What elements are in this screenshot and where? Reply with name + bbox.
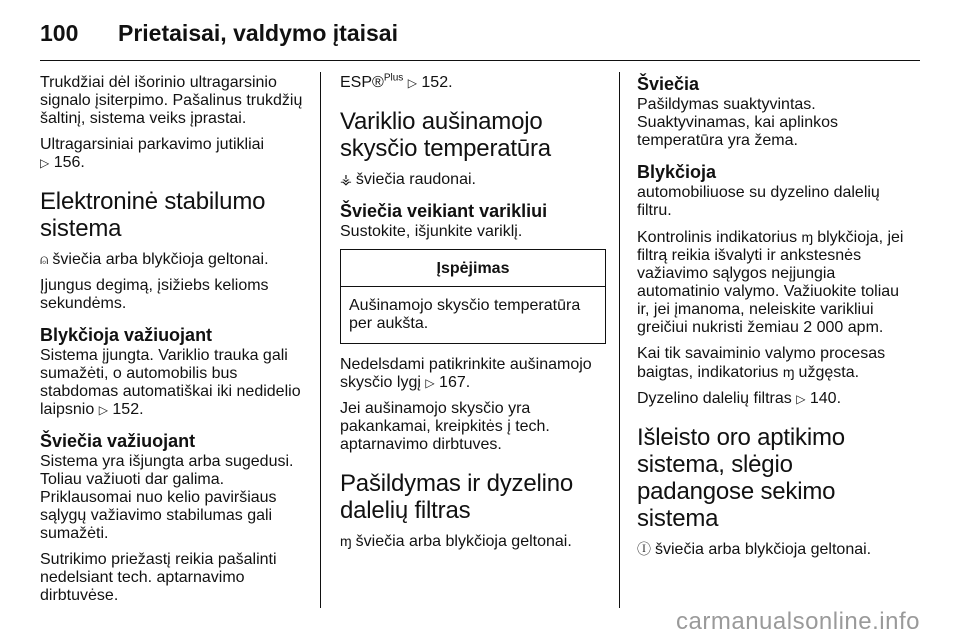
paragraph-interference: Trukdžiai dėl išorinio ultragarsinio signalo įsiterpimo. Pašalinus trukdžių šaltinį, sistema veiks įprastai. (40, 74, 303, 127)
preheat-icon: ɱ (801, 229, 814, 245)
paragraph-cleaning-done: Kai tik savaiminio valymo procesas baigtas, indikatorius ɱ užgęsta. (637, 345, 886, 381)
preheat-icon: ɱ (340, 533, 352, 549)
heading-tpms: Išleisto oro aptikimo sistema, slėgio padangose sekimo sistema (637, 424, 845, 532)
page-ref: 140. (809, 390, 842, 407)
page-ref: 156. (53, 154, 85, 171)
paragraph-blinks-driving: Sistema įjungta. Variklio trauka gali sumažėti, o automobilis bus stabdomas automatiškai iki nedidelio laipsnio ▷ 152. (40, 347, 301, 418)
page-ref-arrow-icon: ▷ (796, 392, 806, 406)
paragraph-ignition: Įjungus degimą, įsižiebs kelioms sekundėms. (40, 277, 269, 312)
paragraph-filter-ref: Dyzelino dalelių filtras ▷ 140. (637, 390, 842, 407)
heading-lit-engine-running: Šviečia veikiant varikliui (340, 201, 548, 221)
paragraph-parking-sensors: Ultragarsiniai parkavimo jutikliai ▷ 156. (40, 136, 265, 171)
paragraph-coolant: ⚶ šviečia raudonai. (340, 171, 476, 188)
heading-preheat-filter: Pašildymas ir dyzelino dalelių filtras (340, 470, 574, 524)
paragraph-stop-engine: Sustokite, išjunkite variklį. (340, 223, 523, 240)
paragraph-esp-plus: ESP®$^{Plus}$ ▷ 152. (340, 72, 453, 91)
column-1 (40, 74, 306, 613)
heading-coolant-temp: Variklio aušinamojo skysčio temperatūra (340, 108, 551, 162)
heading-esp: Elektroninė stabilumo sistema (40, 188, 266, 242)
preheat-icon: ɱ (782, 364, 795, 380)
page-ref-arrow-icon: ▷ (98, 403, 108, 417)
heading-blinks: Blykčioja (637, 162, 717, 182)
page-title: Prietaisai, valdymo įtaisai (118, 20, 398, 46)
warning-title: Įspėjimas (341, 250, 605, 287)
paragraph-lit-driving: Sistema yra išjungta arba sugedusi. Toliau važiuoti dar galima. Priklausomai nuo kelio paviršiaus sąlygų važiavimo stabilumas gali sumažėti. (40, 453, 294, 542)
heading-lit: Šviečia (637, 74, 700, 94)
page-ref-arrow-icon: ▷ (425, 376, 435, 390)
paragraph-check-coolant: Nedelsdami patikrinkite aušinamojo skysčio lygį ▷ 167. (340, 356, 592, 391)
page-header (40, 20, 398, 50)
paragraph-tpms: Ⓘ šviečia arba blykčioja geltonai. (637, 541, 872, 558)
column-divider-1 (320, 72, 321, 608)
paragraph-diesel-filter-cars: automobiliuose su dyzelino dalelių filtru. (637, 184, 880, 219)
paragraph-contact-workshop: Jei aušinamojo skysčio yra pakankamai, kreipkitės į tech. aptarnavimo dirbtuves. (340, 400, 550, 453)
page-ref-arrow-icon: ▷ (40, 156, 50, 170)
page-ref: 167. (439, 374, 471, 391)
paragraph-preheat: ɱ šviečia arba blykčioja geltonai. (340, 533, 572, 550)
tire-pressure-icon: Ⓘ (637, 541, 651, 557)
paragraph-esp: ⍝ šviečia arba blykčioja geltonai. (40, 251, 269, 268)
paragraph-repair: Sutrikimo priežastį reikia pašalinti nedelsiant tech. aptarnavimo dirbtuvėse. (40, 551, 277, 604)
heading-blinks-driving: Blykčioja važiuojant (40, 325, 213, 345)
column-divider-2 (619, 72, 620, 608)
page-ref: 152. (421, 74, 453, 91)
heading-lit-driving: Šviečia važiuojant (40, 431, 196, 451)
warning-box (340, 249, 606, 344)
coolant-temperature-icon: ⚶ (340, 171, 352, 187)
esp-icon: ⍝ (40, 251, 49, 267)
page-ref-arrow-icon: ▷ (407, 76, 417, 90)
paragraph-preheat-active: Pašildymas suaktyvintas. Suaktyvinamas, kai aplinkos temperatūra yra žema. (637, 96, 838, 149)
paragraph-control-indicator: Kontrolinis indikatorius ɱ blykčioja, jei filtrą reikia išvalyti ir ankstesnės važiavimo sąlygos neįjungia automatinio valymo. Važiuokite toliau ir, jei įmanoma, neleiskite varikliui greičiui nukristi žemiau 2 000 apm. (637, 229, 904, 336)
column-2 (340, 74, 606, 559)
warning-body: Aušinamojo skysčio temperatūra per aukšta. (349, 297, 581, 332)
watermark: carmanualsonline.info (676, 608, 920, 635)
column-3 (637, 74, 912, 567)
page-ref: 152. (112, 401, 144, 418)
page-number: 100 (40, 20, 79, 46)
header-divider (40, 60, 920, 61)
